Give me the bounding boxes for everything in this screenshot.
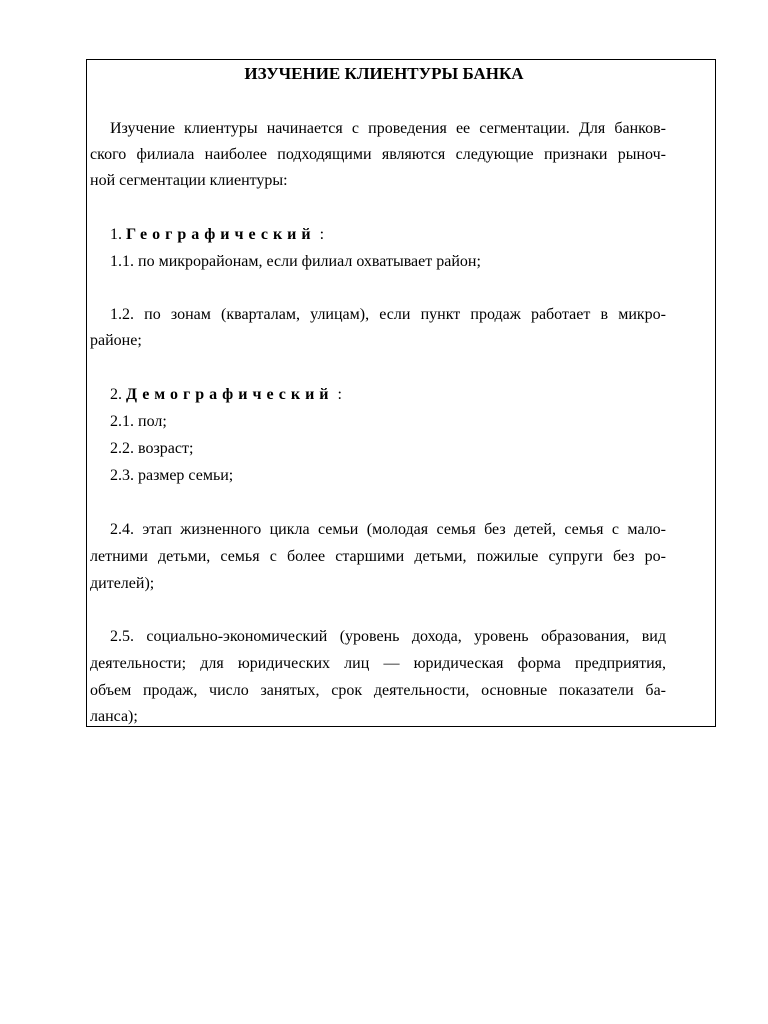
demo-item-2-5-line: 2.5. социально-экономический (уровень дохода, уровень образования, вид: [110, 628, 666, 645]
demo-item-2-1: 2.1. пол;: [110, 413, 167, 430]
intro-line: ной сегментации клиентуры:: [90, 172, 288, 189]
demo-section-heading: [110, 382, 342, 408]
demo-suffix: :: [337, 386, 342, 403]
geo-prefix: 1.: [110, 226, 122, 243]
geo-section-heading: [110, 222, 324, 248]
demo-item-2-4-line: летними детьми, семья с более старшими детьми, пожилые супруги без ро-: [90, 548, 666, 565]
intro-line: Изучение клиентуры начинается с проведения ее сегментации. Для банков-: [110, 120, 666, 137]
geo-item-1-1: 1.1. по микрорайонам, если филиал охватывает район;: [110, 253, 481, 270]
geo-item-1-2-line: 1.2. по зонам (кварталам, улицам), если пункт продаж работает в микро-: [110, 306, 666, 323]
demo-heading-text: Демографический: [126, 386, 334, 403]
demo-item-2-5-line: объем продаж, число занятых, срок деятельности, основные показатели ба-: [90, 682, 666, 699]
intro-line: ского филиала наиболее подходящими являются следующие признаки рыноч-: [90, 146, 666, 163]
demo-item-2-2: 2.2. возраст;: [110, 440, 194, 457]
geo-item-1-2-line: районе;: [90, 332, 142, 349]
demo-item-2-4-line: дителей);: [90, 575, 155, 592]
demo-item-2-4-line: 2.4. этап жизненного цикла семьи (молодая семья без детей, семья с мало-: [110, 521, 666, 538]
document-title: ИЗУЧЕНИЕ КЛИЕНТУРЫ БАНКА: [244, 64, 524, 83]
geo-heading-text: Географический: [126, 226, 316, 243]
demo-item-2-5-line: ланса);: [90, 708, 138, 725]
demo-item-2-3: 2.3. размер семьи;: [110, 467, 234, 484]
demo-prefix: 2.: [110, 386, 122, 403]
geo-suffix: :: [319, 226, 325, 243]
demo-item-2-5-line: деятельности; для юридических лиц — юридическая форма предприятия,: [90, 655, 666, 672]
